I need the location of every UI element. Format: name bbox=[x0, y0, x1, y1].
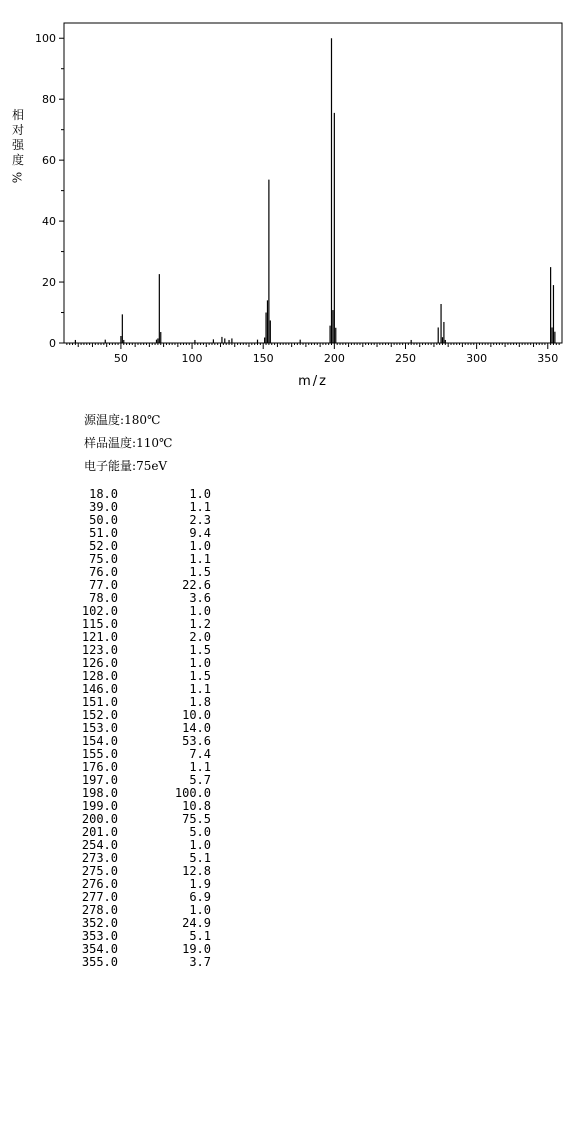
condition-source-temp: 源温度:180℃ bbox=[84, 413, 161, 427]
peak-table bbox=[76, 488, 211, 969]
chart-svg bbox=[0, 0, 570, 390]
condition-electron-energy: 电子能量:75eV bbox=[84, 459, 168, 473]
x-tick-label: 150 bbox=[252, 352, 274, 365]
peak-intensity: 1.2 bbox=[189, 617, 211, 631]
peak-intensity: 3.7 bbox=[189, 955, 211, 969]
y-tick-label: 100 bbox=[35, 32, 56, 46]
peak-intensity: 1.8 bbox=[189, 695, 211, 709]
peak-mz: 197.0 bbox=[81, 773, 118, 787]
peak-intensity: 9.4 bbox=[189, 526, 211, 540]
peak-intensity: 10.8 bbox=[182, 799, 211, 813]
conditions-block bbox=[84, 412, 172, 481]
peak-intensity: 2.3 bbox=[189, 513, 211, 527]
peak-mz: 273.0 bbox=[81, 851, 118, 865]
peak-intensity: 1.1 bbox=[189, 760, 211, 774]
peak-mz: 102.0 bbox=[81, 604, 118, 618]
peak-mz: 126.0 bbox=[81, 656, 118, 670]
x-tick-label: 350 bbox=[537, 352, 559, 365]
peak-mz: 76.0 bbox=[89, 565, 118, 579]
peak-mz: 154.0 bbox=[81, 734, 118, 748]
x-tick-label: 250 bbox=[394, 352, 416, 365]
peak-intensity: 2.0 bbox=[189, 630, 211, 644]
peak-intensity: 19.0 bbox=[182, 942, 211, 956]
peak-mz: 50.0 bbox=[89, 513, 118, 527]
y-tick-label: 20 bbox=[42, 276, 56, 290]
peak-intensity: 1.5 bbox=[189, 643, 211, 657]
peak-mz: 52.0 bbox=[89, 539, 118, 553]
mass-spectrum-chart bbox=[0, 0, 570, 390]
peak-mz: 352.0 bbox=[81, 916, 118, 930]
peak-intensity: 53.6 bbox=[182, 734, 211, 748]
condition-sample-temp: 样品温度:110℃ bbox=[84, 436, 173, 450]
peak-mz: 155.0 bbox=[81, 747, 118, 761]
peak-intensity: 1.0 bbox=[189, 838, 211, 852]
plot-frame bbox=[64, 23, 562, 343]
peak-intensity: 22.6 bbox=[182, 578, 211, 592]
peak-mz: 275.0 bbox=[81, 864, 118, 878]
y-tick-label: 60 bbox=[42, 154, 56, 168]
peak-mz: 123.0 bbox=[81, 643, 118, 657]
peak-intensity: 1.1 bbox=[189, 682, 211, 696]
y-tick-label: 40 bbox=[42, 215, 56, 229]
peak-intensity: 1.1 bbox=[189, 552, 211, 566]
peak-intensity: 1.5 bbox=[189, 669, 211, 683]
y-axis-label bbox=[10, 108, 26, 185]
y-axis-unit: % bbox=[10, 171, 25, 184]
x-tick-label: 50 bbox=[113, 352, 128, 365]
peak-mz: 78.0 bbox=[89, 591, 118, 605]
peak-intensity: 100.0 bbox=[174, 786, 211, 800]
peak-mz: 278.0 bbox=[81, 903, 118, 917]
condition-label: 样品温度 bbox=[84, 436, 133, 450]
peak-mz: 276.0 bbox=[81, 877, 118, 891]
peak-intensity: 1.0 bbox=[189, 656, 211, 670]
peak-intensity: 3.6 bbox=[189, 591, 211, 605]
peak-intensity: 14.0 bbox=[182, 721, 211, 735]
peak-mz: 121.0 bbox=[81, 630, 118, 644]
peak-intensity: 1.0 bbox=[189, 539, 211, 553]
peak-mz: 201.0 bbox=[81, 825, 118, 839]
peak-intensity: 5.1 bbox=[189, 929, 211, 943]
condition-label: 电子能量 bbox=[84, 459, 133, 473]
peak-intensity: 24.9 bbox=[182, 916, 211, 930]
peak-mz: 39.0 bbox=[89, 500, 118, 514]
y-axis-label-text: 相对强度 bbox=[11, 108, 24, 167]
x-tick-label: 100 bbox=[181, 352, 203, 365]
peak-intensity: 1.0 bbox=[189, 604, 211, 618]
peak-mz: 355.0 bbox=[81, 955, 118, 969]
peak-mz: 51.0 bbox=[89, 526, 118, 540]
peak-mz: 353.0 bbox=[81, 929, 118, 943]
peak-intensity: 12.8 bbox=[182, 864, 211, 878]
x-axis-label: m/z bbox=[298, 374, 328, 389]
peak-mz: 152.0 bbox=[81, 708, 118, 722]
peak-mz: 153.0 bbox=[81, 721, 118, 735]
peak-mz: 18.0 bbox=[89, 487, 118, 501]
condition-label: 源温度 bbox=[84, 413, 121, 427]
peak-mz: 77.0 bbox=[89, 578, 118, 592]
peak-intensity: 5.7 bbox=[189, 773, 211, 787]
peak-intensity: 5.0 bbox=[189, 825, 211, 839]
peak-mz: 354.0 bbox=[81, 942, 118, 956]
peak-mz: 115.0 bbox=[81, 617, 118, 631]
peak-intensity: 5.1 bbox=[189, 851, 211, 865]
peak-mz: 199.0 bbox=[81, 799, 118, 813]
peak-mz: 277.0 bbox=[81, 890, 118, 904]
peak-intensity: 1.1 bbox=[189, 500, 211, 514]
peak-intensity: 75.5 bbox=[182, 812, 211, 826]
peak-intensity: 7.4 bbox=[189, 747, 211, 761]
peak-mz: 198.0 bbox=[81, 786, 118, 800]
table-row bbox=[76, 956, 211, 969]
peak-intensity: 1.0 bbox=[189, 903, 211, 917]
x-tick-label: 300 bbox=[466, 352, 488, 365]
x-tick-label: 200 bbox=[323, 352, 345, 365]
y-tick-label: 0 bbox=[49, 337, 56, 350]
y-tick-label: 80 bbox=[42, 93, 56, 107]
condition-value: 110℃ bbox=[136, 436, 173, 450]
peak-intensity: 1.5 bbox=[189, 565, 211, 579]
peak-intensity: 6.9 bbox=[189, 890, 211, 904]
peak-mz: 200.0 bbox=[81, 812, 118, 826]
peak-intensity: 10.0 bbox=[182, 708, 211, 722]
peak-intensity: 1.9 bbox=[189, 877, 211, 891]
peak-mz: 75.0 bbox=[89, 552, 118, 566]
condition-value: 75eV bbox=[136, 459, 168, 473]
peak-mz: 176.0 bbox=[81, 760, 118, 774]
peak-mz: 146.0 bbox=[81, 682, 118, 696]
peak-mz: 128.0 bbox=[81, 669, 118, 683]
condition-value: 180℃ bbox=[124, 413, 161, 427]
peak-intensity: 1.0 bbox=[189, 487, 211, 501]
peak-mz: 151.0 bbox=[81, 695, 118, 709]
peak-mz: 254.0 bbox=[81, 838, 118, 852]
